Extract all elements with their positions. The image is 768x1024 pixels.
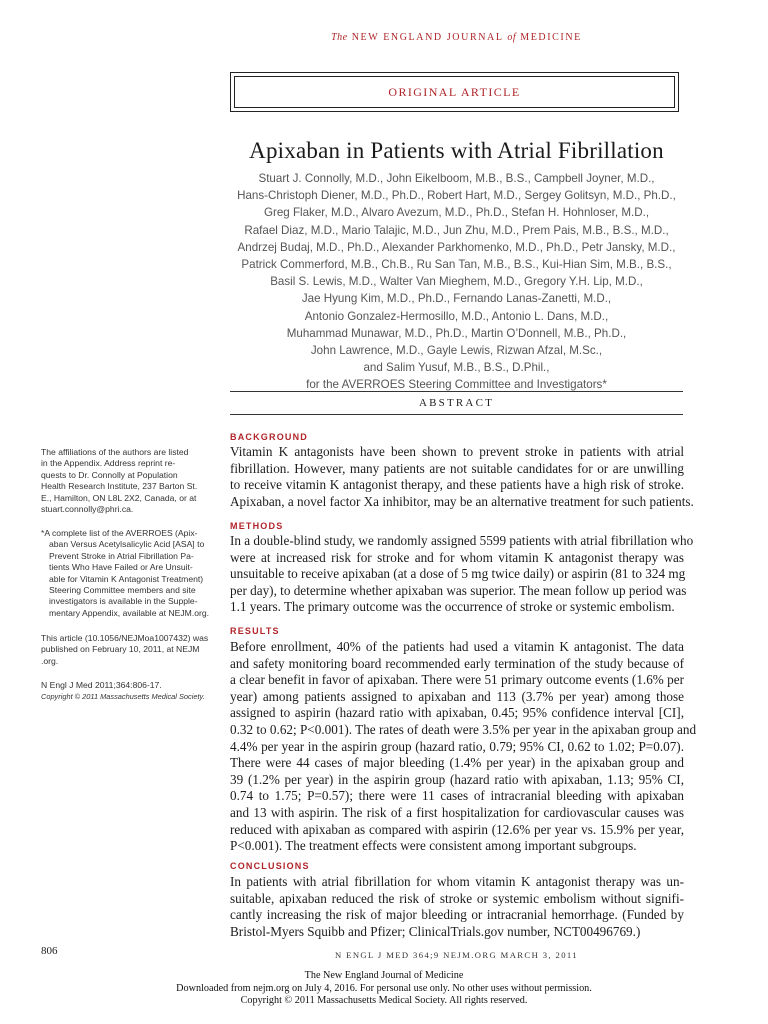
text-line: 0.32 to 0.62; P<0.001). The rates of death were 3.5% per year in the apixaban group and (230, 721, 697, 737)
author-line: Hans-Christoph Diener, M.D., Ph.D., Robert Hart, M.D., Sergey Golitsyn, M.D., Ph.D., (237, 189, 676, 203)
author-line: Greg Flaker, M.D., Alvaro Avezum, M.D., Ph.D., Stefan H. Hohnloser, M.D., (263, 206, 650, 220)
author-line: Andrzej Budaj, M.D., Ph.D., Alexander Parkhomenko, M.D., Ph.D., Petr Jansky, M.D., (237, 240, 676, 254)
author-line: Rafael Diaz, M.D., Mario Talajic, M.D., Jun Zhu, M.D., Prem Pais, M.B., B.S., M.D., (244, 223, 669, 237)
text-line: 4.4% per year in the aspirin group (hazard ratio, 0.79; 95% CI, 0.62 to 1.02; P=0.07). (230, 738, 684, 754)
sidebar-line: quests to Dr. Connolly at Population (41, 469, 178, 480)
author-line: and Salim Yusuf, M.B., B.S., D.Phil., (363, 361, 550, 375)
sidebar-line: able for Vitamin K Antagonist Treatment) (49, 573, 204, 584)
footer-citation: N ENGL J MED 364;9 NEJM.ORG MARCH 3, 2011 (335, 950, 578, 960)
conclusions-text (230, 874, 684, 940)
author-line: John Lawrence, M.D., Gayle Lewis, Rizwan Afzal, M.Sc., (310, 344, 603, 358)
page-number: 806 (41, 945, 58, 957)
article-title: Apixaban in Patients with Atrial Fibrillation (249, 138, 664, 163)
text-line: cantly increasing the risk of major bleeding or intracranial hemorrhage. (Funded by (230, 907, 684, 923)
text-line: unsuitable to receive apixaban (at a dose of 5 mg twice daily) or aspirin (81 to 324 mg (230, 566, 686, 582)
text-line: In a double-blind study, we randomly assigned 5599 patients with atrial fibrillation who (230, 533, 694, 548)
published-note (41, 633, 216, 667)
citation: N Engl J Med 2011;364:806-17. (41, 680, 162, 690)
text-line: and safety monitoring board recommended early termination of the study because of (230, 655, 684, 671)
sidebar-line: Prevent Stroke in Atrial Fibrillation Pa- (49, 550, 194, 561)
background-text (230, 444, 694, 510)
author-line: Basil S. Lewis, M.D., Walter Van Mieghem, M.D., Gregory Y.H. Lip, M.D., (270, 275, 643, 289)
text-line: per day), to determine whether apixaban was superior. The mean follow up period was (230, 582, 687, 598)
results-text (230, 639, 697, 855)
text-line: There were 44 cases of major bleeding (1.4% per year) in the apixaban group and (230, 755, 684, 771)
download-line: Copyright © 2011 Massachusetts Medical Society. All rights reserved. (240, 995, 528, 1007)
sidebar-line: Health Research Institute, 237 Barton St. (41, 481, 198, 492)
text-line: year) among patients assigned to apixaban and 113 (3.7% per year) among those (230, 688, 684, 704)
journal-header (230, 32, 683, 43)
abstract-top-rule (230, 391, 683, 392)
author-line: Muhammad Munawar, M.D., Ph.D., Martin O’Donnell, M.B., Ph.D., (286, 326, 627, 340)
section-label: ORIGINAL ARTICLE (234, 76, 675, 108)
text-line: assigned to aspirin (hazard ratio with apixaban, 0.45; 95% confidence interval [CI], (230, 705, 684, 721)
download-line: The New England Journal of Medicine (304, 970, 464, 981)
journal-header-medicine: MEDICINE (520, 32, 582, 43)
text-line: Before enrollment, 40% of the patients had used a vitamin K antagonist. The data (230, 639, 684, 654)
sidebar-line: E., Hamilton, ON L8L 2X2, Canada, or at (41, 492, 197, 503)
journal-header-the: The (331, 32, 348, 43)
author-line: Patrick Commerford, M.B., Ch.B., Ru San Tan, M.B., B.S., Kui-Hian Sim, M.B., B.S., (241, 258, 672, 272)
text-line: to receive vitamin K antagonist therapy, and these patients have a high risk of stroke. (230, 477, 684, 493)
text-line: In patients with atrial fibrillation for whom vitamin K antagonist therapy was un- (230, 874, 684, 889)
author-line: Stuart J. Connolly, M.D., John Eikelboom, M.B., B.S., Campbell Joyner, M.D., (258, 172, 655, 185)
text-line: suitable, apixaban reduced the risk of stroke or systemic embolism without signifi- (230, 890, 684, 906)
sidebar-line: mentary Appendix, available at NEJM.org. (49, 607, 210, 618)
text-line: 1.1 years. The primary outcome was the occurrence of stroke or systemic embolism. (230, 599, 675, 615)
text-line: were at increased risk for stroke and for whom vitamin K antagonist therapy was (230, 549, 684, 565)
journal-header-of: of (507, 32, 517, 43)
averroes-note (41, 528, 216, 619)
sidebar-line: aban Versus Acetylsalicylic Acid [ASA] to (49, 539, 205, 550)
background-label: BACKGROUND (230, 432, 308, 442)
text-line: P<0.001). The treatment effects were consistent among important subgroups. (230, 838, 637, 854)
sidebar-line: .org. (41, 655, 59, 666)
author-list (225, 170, 688, 394)
text-line: Apixaban, a novel factor Xa inhibitor, may be an alternative treatment for such patients. (230, 493, 694, 509)
abstract-heading: ABSTRACT (418, 397, 495, 409)
abstract-bottom-rule (230, 414, 683, 415)
sidebar-line: tients Who Have Failed or Are Unsuit- (49, 562, 193, 573)
section-label-box (230, 72, 679, 112)
download-notice (0, 970, 768, 1008)
text-line: Bristol-Myers Squibb and Pfizer; ClinicalTrials.gov number, NCT00496769.) (230, 923, 641, 939)
text-line: a clear benefit in favor of apixaban. There were 51 primary outcome events (1.6% per (230, 672, 684, 688)
conclusions-label: CONCLUSIONS (230, 861, 310, 871)
affiliations-note (41, 447, 216, 515)
sidebar-line: published on February 10, 2011, at NEJM (41, 644, 200, 655)
text-line: reduced with apixaban as compared with aspirin (12.6% per year vs. 15.9% per year, (230, 821, 684, 837)
author-line: Jae Hyung Kim, M.D., Ph.D., Fernando Lanas-Zanetti, M.D., (301, 292, 612, 306)
sidebar-line: *A complete list of the AVERROES (Apix- (41, 528, 198, 538)
sidebar-line: This article (10.1056/NEJMoa1007432) was (41, 633, 209, 643)
sidebar-line: investigators is available in the Supple- (49, 596, 198, 607)
results-label: RESULTS (230, 626, 280, 636)
text-line: 0.74 to 1.75; P=0.57); there were 11 cases of intracranial bleeding with apixaban (230, 788, 684, 804)
text-line: Vitamin K antagonists have been shown to prevent stroke in patients with atrial (230, 444, 684, 459)
download-line: Downloaded from nejm.org on July 4, 2016. For personal use only. No other uses without permission. (176, 982, 592, 994)
sidebar-line: The affiliations of the authors are listed (41, 447, 189, 457)
methods-text (230, 533, 694, 616)
methods-label: METHODS (230, 521, 284, 531)
journal-header-name: NEW ENGLAND JOURNAL (351, 32, 504, 43)
sidebar-line: stuart.connolly@phri.ca. (41, 504, 134, 515)
sidebar-line: Steering Committee members and site (49, 585, 196, 596)
copyright: Copyright © 2011 Massachusetts Medical Society. (41, 692, 205, 702)
citation-note (41, 680, 216, 703)
author-line: Antonio Gonzalez-Hermosillo, M.D., Antonio L. Dans, M.D., (304, 309, 609, 323)
text-line: fibrillation. However, many patients are not suitable candidates for or are unwilling (230, 460, 684, 476)
sidebar-line: in the Appendix. Address reprint re- (41, 458, 176, 469)
text-line: and 13 with aspirin. The risk of a first hospitalization for cardiovascular causes was (230, 804, 684, 820)
text-line: 39 (1.2% per year) in the aspirin group (hazard ratio with apixaban, 1.13; 95% CI, (230, 771, 684, 787)
author-line: for the AVERROES Steering Committee and Investigators* (306, 378, 607, 392)
